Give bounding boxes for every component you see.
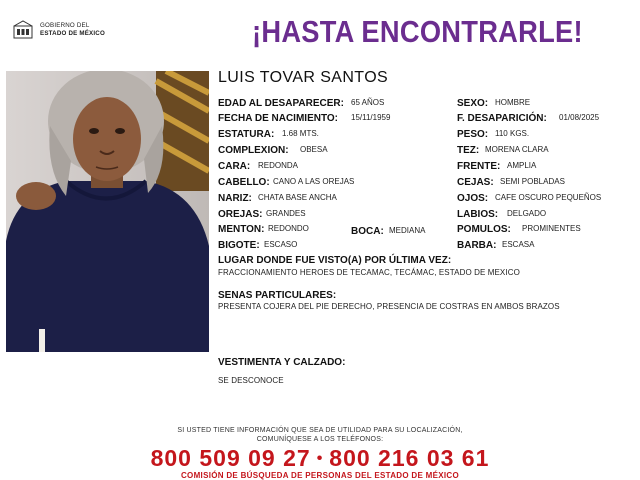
attribute-beard — [457, 238, 535, 252]
attribute-complexion — [457, 143, 549, 157]
attribute-value: SEMI POBLADAS — [500, 177, 565, 186]
attribute-value: HOMBRE — [495, 98, 531, 107]
state-coat-of-arms-icon — [12, 20, 34, 40]
attribute-label: CABELLO: — [218, 177, 270, 188]
person-name: LUIS TOVAR SANTOS — [218, 69, 389, 86]
attribute-label: BOCA: — [351, 226, 384, 237]
attribute-height — [218, 127, 319, 141]
attribute-value: CHATA BASE ANCHA — [258, 193, 337, 202]
distinguishing-marks-text: PRESENTA COJERA DEL PIE DERECHO, PRESENCIA DE COSTRAS EN AMBOS BRAZOS — [218, 302, 560, 311]
attribute-value: 1.68 MTS. — [282, 129, 319, 138]
attribute-cheekbones — [457, 222, 581, 236]
attribute-value: REDONDA — [258, 161, 299, 170]
attribute-value: ESCASO — [264, 240, 298, 249]
phone-separator: • — [316, 450, 324, 467]
attribute-value: 65 AÑOS — [351, 98, 385, 107]
attribute-label: F. DESAPARICIÓN: — [457, 113, 547, 124]
phone-number-1[interactable]: 800 509 09 27 — [150, 445, 311, 471]
attribute-birth-date — [218, 111, 391, 125]
attribute-value: OBESA — [300, 145, 328, 154]
attribute-label: OREJAS: — [218, 209, 263, 220]
headline: ¡HASTA ENCONTRARLE! — [252, 14, 583, 49]
clothing-title: VESTIMENTA Y CALZADO: — [218, 357, 346, 368]
attribute-label: NARIZ: — [218, 193, 252, 204]
attribute-label: FECHA DE NACIMIENTO: — [218, 113, 338, 124]
attribute-value: 15/11/1959 — [351, 113, 391, 122]
commission-name: COMISIÓN DE BÚSQUEDA DE PERSONAS DEL ESTADO DE MÉXICO — [180, 471, 459, 480]
attribute-value: CAFE OSCURO PEQUEÑOS — [495, 193, 602, 202]
attribute-label: COMPLEXION: — [218, 145, 289, 156]
attribute-mouth — [351, 224, 426, 238]
contact-note-line-1: SI USTED TIENE INFORMACIÓN QUE SEA DE UTILIDAD PARA SU LOCALIZACIÓN, — [177, 427, 463, 434]
phone-numbers — [0, 445, 640, 472]
attribute-value: 110 KGS. — [495, 129, 530, 138]
attribute-label: BIGOTE: — [218, 240, 260, 251]
last-seen-title: LUGAR DONDE FUE VISTO(A) POR ÚLTIMA VEZ: — [218, 255, 452, 266]
attribute-value: REDONDO — [268, 224, 309, 233]
attribute-value: MEDIANA — [389, 226, 426, 235]
attribute-value: CANO A LAS OREJAS — [273, 177, 355, 186]
distinguishing-marks-title: SENAS PARTICULARES: — [218, 290, 337, 301]
attribute-build — [218, 143, 328, 157]
contact-note-line-2: COMUNÍQUESE A LOS TELÉFONOS: — [256, 436, 384, 443]
attribute-weight — [457, 127, 530, 141]
attribute-label: MENTON: — [218, 224, 265, 235]
attribute-ears — [218, 207, 306, 221]
logo-line-2: ESTADO DE MÉXICO — [40, 29, 105, 37]
attribute-hair — [218, 175, 355, 189]
attribute-nose — [218, 191, 337, 205]
attribute-label: PESO: — [457, 129, 489, 140]
attribute-disappearance-date — [457, 111, 600, 125]
attribute-label: OJOS: — [457, 193, 489, 204]
attribute-sex — [457, 96, 531, 110]
logo-line-1: GOBIERNO DEL — [40, 22, 90, 29]
attribute-label: FRENTE: — [457, 161, 501, 172]
attribute-lips — [457, 207, 547, 221]
attribute-label: BARBA: — [457, 240, 497, 251]
attribute-face — [218, 159, 299, 173]
attribute-label: LABIOS: — [457, 209, 499, 220]
attribute-label: TEZ: — [457, 145, 480, 156]
attribute-label: ESTATURA: — [218, 129, 275, 140]
attribute-label: CEJAS: — [457, 177, 494, 188]
state-government-logo — [6, 18, 116, 52]
attribute-value: GRANDES — [266, 209, 306, 218]
last-seen-text: FRACCIONAMIENTO HEROES DE TECAMAC, TECÁMAC, ESTADO DE MEXICO — [218, 268, 520, 277]
attribute-value: MORENA CLARA — [485, 145, 549, 154]
attribute-value: 01/08/2025 — [559, 113, 600, 122]
person-portrait-icon — [6, 71, 209, 352]
attribute-eyes — [457, 191, 602, 205]
attribute-chin — [218, 222, 309, 236]
attribute-label: POMULOS: — [457, 224, 511, 235]
attribute-eyebrows — [457, 175, 565, 189]
attribute-value: PROMINENTES — [522, 224, 581, 233]
attribute-label: CARA: — [218, 161, 251, 172]
attribute-label: EDAD AL DESAPARECER: — [218, 98, 344, 109]
clothing-text: SE DESCONOCE — [218, 376, 284, 385]
attribute-age — [218, 96, 385, 110]
attribute-value: DELGADO — [507, 209, 547, 218]
attribute-mustache — [218, 238, 298, 252]
attribute-value: ESCASA — [502, 240, 535, 249]
attribute-value: AMPLIA — [507, 161, 537, 170]
missing-person-photo — [6, 71, 209, 352]
attribute-forehead — [457, 159, 537, 173]
phone-number-2[interactable]: 800 216 03 61 — [329, 445, 490, 471]
attribute-label: SEXO: — [457, 98, 489, 109]
contact-note — [0, 426, 640, 444]
